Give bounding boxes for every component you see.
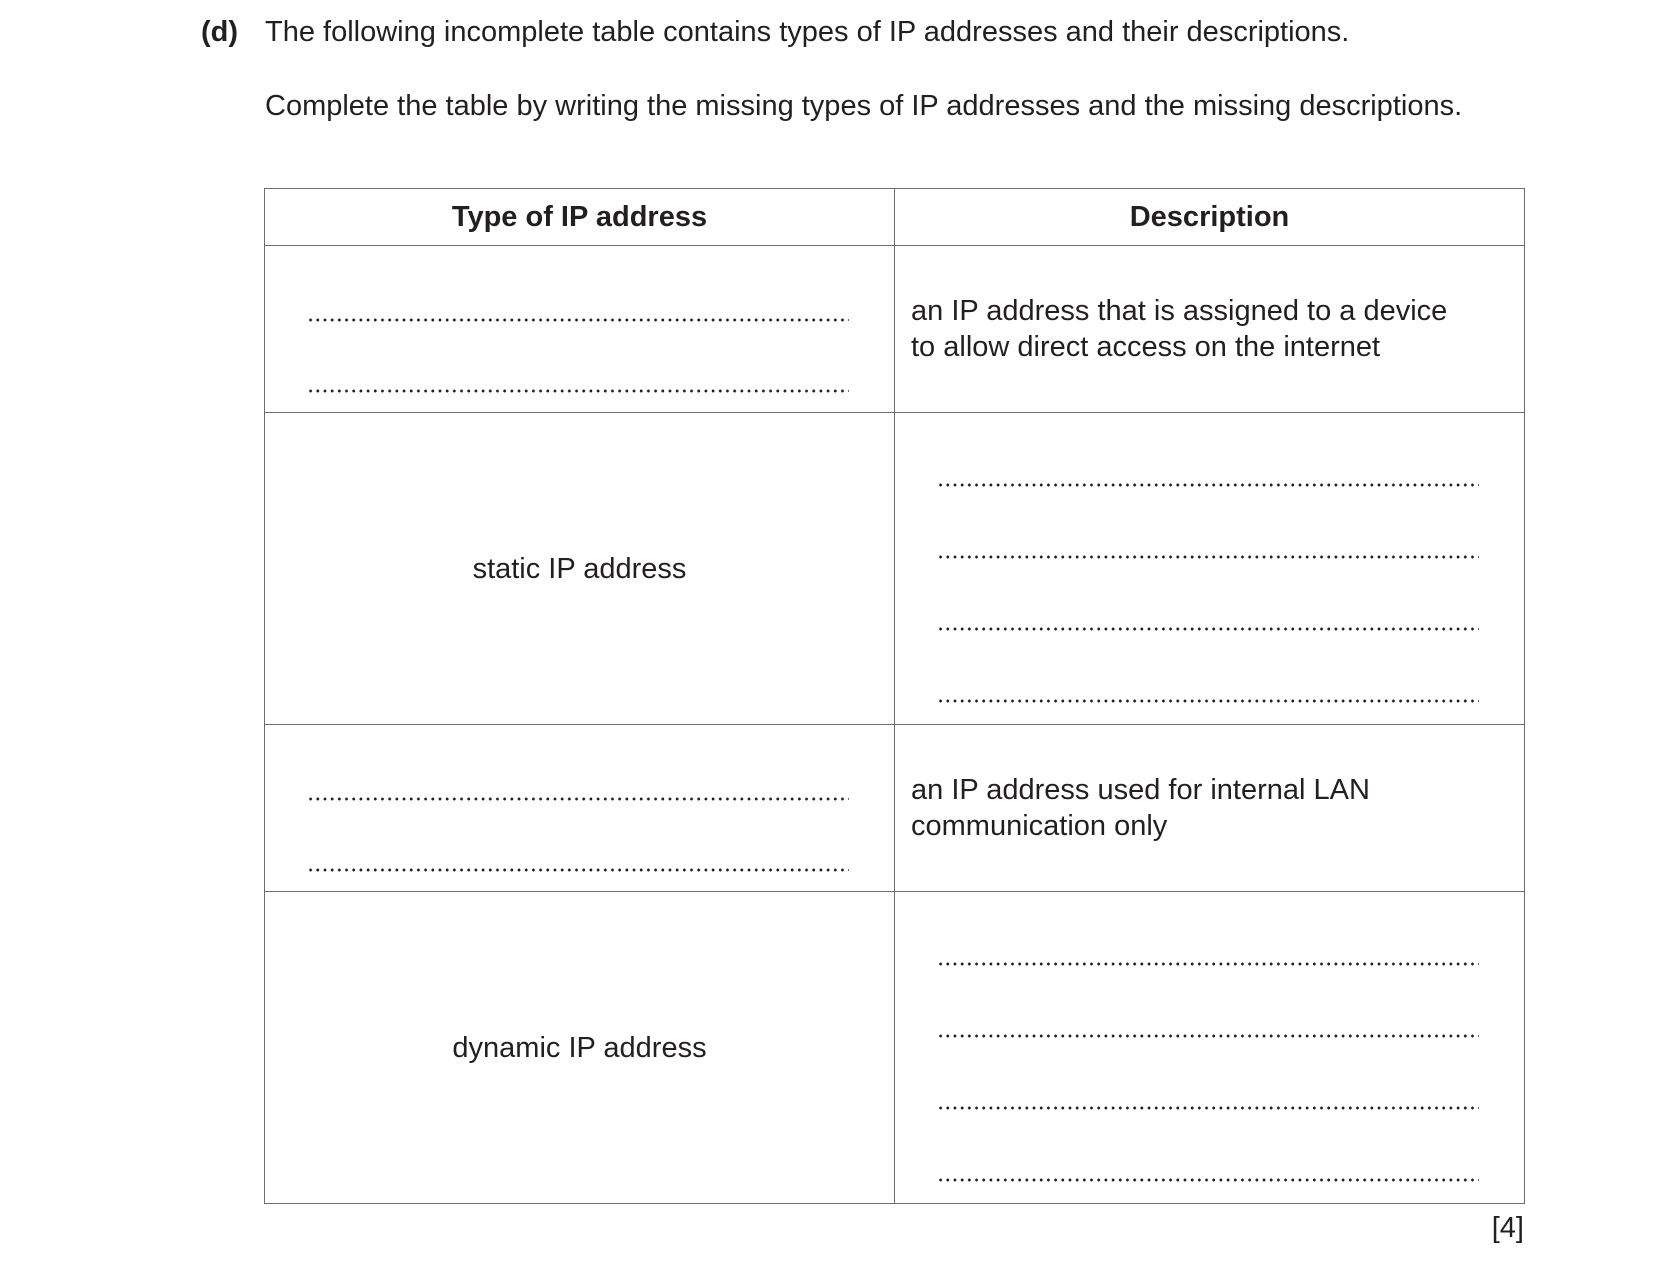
header-type: Type of IP address <box>265 189 895 246</box>
description-cell-1 <box>895 246 1525 413</box>
table-row <box>265 892 1525 1204</box>
table-row <box>265 725 1525 892</box>
table-header-row <box>265 189 1525 246</box>
table-row <box>265 413 1525 725</box>
description-line: an IP address that is assigned to a device <box>911 295 1448 327</box>
description-cell-3 <box>895 725 1525 892</box>
answer-line <box>937 1034 1479 1038</box>
answer-line <box>937 962 1479 966</box>
answer-line <box>307 797 849 801</box>
type-cell-4 <box>265 892 895 1204</box>
answer-line <box>937 1178 1479 1182</box>
question-stem-line-2: Complete the table by writing the missing types of IP addresses and the missing descriptions. <box>265 90 1463 122</box>
header-description: Description <box>895 189 1525 246</box>
answer-line <box>307 318 849 322</box>
answer-line <box>307 389 849 393</box>
answer-line <box>937 699 1479 703</box>
answer-line <box>307 868 849 872</box>
answer-cell-description-4[interactable] <box>895 892 1525 1204</box>
type-text: dynamic IP address <box>452 1031 707 1064</box>
description-line: to allow direct access on the internet <box>911 331 1381 363</box>
marks-allocation: [4] <box>1491 1212 1524 1244</box>
answer-line <box>937 555 1479 559</box>
answer-cell-type-1[interactable] <box>265 246 895 413</box>
answer-line <box>937 483 1479 487</box>
answer-cell-type-3[interactable] <box>265 725 895 892</box>
question-stem-line-1: The following incomplete table contains types of IP addresses and their descriptions. <box>265 16 1350 48</box>
table-row <box>265 246 1525 413</box>
description-line: an IP address used for internal LAN <box>911 774 1370 806</box>
question-label: (d) <box>201 16 239 48</box>
type-cell-2 <box>265 413 895 725</box>
description-line: communication only <box>911 810 1168 842</box>
ip-address-table <box>264 188 1525 1204</box>
answer-line <box>937 627 1479 631</box>
answer-line <box>937 1106 1479 1110</box>
type-text: static IP address <box>472 552 687 585</box>
answer-cell-description-2[interactable] <box>895 413 1525 725</box>
